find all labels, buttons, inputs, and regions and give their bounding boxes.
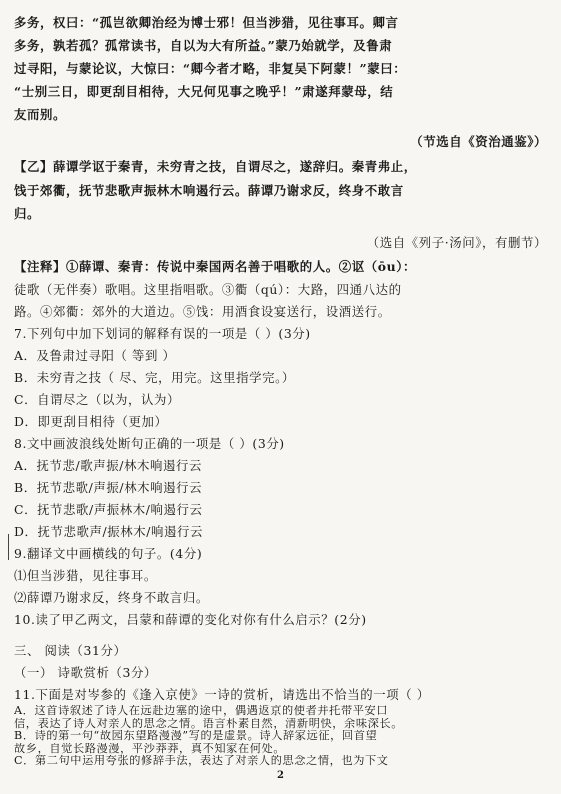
option-line: D．即更刮目相待（更加） <box>14 414 168 429</box>
annotation-line: 【注释】①薛谭、秦青：传说中秦国两名善于唱歌的人。②讴（ōu）： <box>14 259 416 274</box>
section-heading: 三、 阅读（31分） <box>14 643 127 658</box>
text-line: 【乙】薛谭学讴于秦青，未穷青之技，自谓尽之，遂辞归。秦青弗止， <box>14 159 417 174</box>
source-note: （节选自《资治通鉴》） <box>410 134 547 149</box>
option-line: A．这首诗叙述了诗人在远赴边塞的途中，偶遇返京的使者并托带平安口 <box>14 705 389 717</box>
text-line: 归。 <box>14 206 40 221</box>
option-line: C．自谓尽之（以为，认为） <box>14 392 180 407</box>
subsection-heading: （一） 诗歌赏析（3分） <box>14 665 157 680</box>
option-line: C．第二句中运用夸张的修辞手法，表达了对亲人的思念之情，也为下文 <box>14 755 389 768</box>
option-line: D．抚节悲歌声/振林木/响遏行云 <box>14 524 203 539</box>
text-line: 多务，孰若孤？孤常读书，自以为大有所益。”蒙乃始就学，及鲁肃 <box>14 38 393 53</box>
subquestion-line: ⑴但当涉猎，见往事耳。 <box>14 568 157 583</box>
annotation-line: 路。④郊衢：郊外的大道边。⑤饯：用酒食设宴送行，设酒送行。 <box>14 304 391 319</box>
annotation-line: 徒歌（无伴奏）歌唱。这里指唱歌。③衢（qú）：大路，四通八达的 <box>14 282 402 297</box>
margin-mark <box>8 534 15 560</box>
text-line: “士别三日，即更刮目相待，大兄何见事之晚乎！”肃遂拜蒙母，结 <box>14 84 394 99</box>
subquestion-line: ⑵薛谭乃谢求反，终身不敢言归。 <box>14 590 209 605</box>
text-line: 过寻阳，与蒙论议，大惊曰：“卿今者才略，非复吴下阿蒙！”蒙曰： <box>14 61 407 76</box>
option-line: B．诗的第一句“故园东望路漫漫”写的是虚景。诗人辞家远征，回首望 <box>14 730 378 743</box>
question-11: 11.下面是对岑参的《逢入京使》一诗的赏析，请选出不恰当的一项（ ） <box>14 687 430 702</box>
text-line: 友而别。 <box>14 107 66 122</box>
option-line: A．抚节悲/歌声振/林木响遏行云 <box>14 458 202 473</box>
text-line: 多务，权曰：“孤岂欲卿治经为博士邪！但当涉猎，见往事耳。卿言 <box>14 15 399 30</box>
option-line: C．抚节悲歌/声振林木/响遏行云 <box>14 502 203 517</box>
source-note: （选自《列子·汤问》，有删节） <box>366 235 547 250</box>
page-number: 2 <box>277 770 284 781</box>
option-line: B．抚节悲歌/声振/林木响遏行云 <box>14 480 203 495</box>
text-line: 饯于郊衢，抚节悲歌声振林木响遏行云。薛谭乃谢求反，终身不敢言 <box>14 183 404 198</box>
question-9: 9.翻译文中画横线的句子。(4分) <box>14 546 203 561</box>
option-line: 故乡，自觉长路漫漫，平沙莽莽，真不知家在何处。 <box>14 742 286 755</box>
question-8: 8.文中画波浪线处断句正确的一项是（ ）(3分) <box>14 436 285 451</box>
option-line: A．及鲁肃过寻阳（ 等到 ） <box>14 348 176 363</box>
question-10: 10.读了甲乙两文，吕蒙和薛谭的变化对你有什么启示？(2分) <box>14 612 367 627</box>
option-line: B．未穷青之技（ 尽、完，用完。这里指学完。） <box>14 370 295 385</box>
option-line: 信，表达了诗人对亲人的思念之情。语言朴素自然，清新明快，余味深长。 <box>14 717 403 730</box>
question-7: 7.下列句中加下划词的解释有误的一项是（ ）(3分) <box>14 326 311 341</box>
